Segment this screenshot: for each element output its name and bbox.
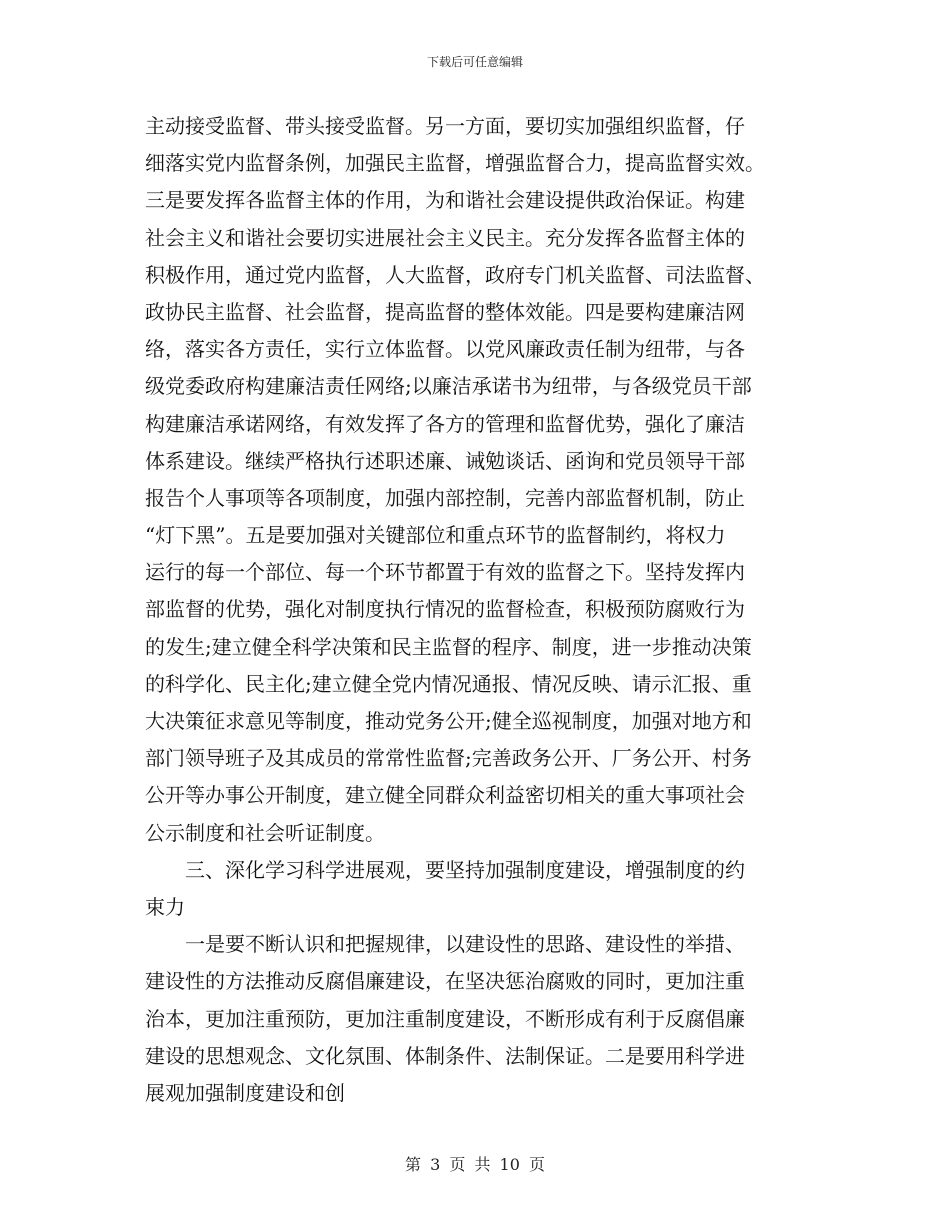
text-line: 细落实党内监督条例，加强民主监督，增强监督合力，提高监督实效。 [145,151,765,176]
text-line: 政协民主监督、社会监督，提高监督的整体效能。四是要构建廉洁网 [145,299,745,324]
text-line: 构建廉洁承诺网络，有效发挥了各方的管理和监督优势，强化了廉洁 [145,411,745,436]
section-heading-continuation: 束力 [145,894,185,919]
text-line: 公示制度和社会听证制度。 [145,820,385,845]
text-line: 报告个人事项等各项制度，加强内部控制，完善内部监督机制，防止 [145,485,745,510]
text-line: 三是要发挥各监督主体的作用，为和谐社会建设提供政治保证。构建 [145,188,745,213]
text-line: 运行的每一个部位、每一个环节都置于有效的监督之下。坚持发挥内 [145,560,745,585]
text-line: 的科学化、民主化;建立健全党内情况通报、情况反映、请示汇报、重 [145,671,752,696]
page-header: 下载后可任意编辑 [426,55,523,69]
paragraph-start-line: 一是要不断认识和把握规律，以建设性的思路、建设性的举措、 [185,932,745,957]
text-line: 主动接受监督、带头接受监督。另一方面，要切实加强组织监督，仔 [145,114,745,138]
text-line: 部监督的优势，强化对制度执行情况的监督检查，积极预防腐败行为 [145,597,745,622]
section-heading: 三、深化学习科学进展观，要坚持加强制度建设，增强制度的约 [185,857,745,882]
text-line: 大决策征求意见等制度，推动党务公开;健全巡视制度，加强对地方和 [145,709,752,733]
text-line: 部门领导班子及其成员的常常性监督;完善政务公开、厂务公开、村务 [145,746,752,771]
text-line: 建设的思想观念、文化氛围、体制条件、法制保证。二是要用科学进 [145,1043,745,1068]
document-body [145,108,805,1112]
text-line: 的发生;建立健全科学决策和民主监督的程序、制度，进一步推动决策 [145,634,752,659]
text-line: 级党委政府构建廉洁责任网络;以廉洁承诺书为纽带，与各级党员干部 [145,374,752,399]
text-line: 治本，更加注重预防，更加注重制度建设，不断形成有利于反腐倡廉 [145,1006,745,1031]
text-line: “灯下黑”。五是要加强对关键部位和重点环节的监督制约，将权力 [145,523,726,548]
text-line: 公开等办事公开制度，建立健全同群众利益密切相关的重大事项社会 [145,783,745,808]
text-line: 社会主义和谐社会要切实进展社会主义民主。充分发挥各监督主体的 [145,225,745,250]
text-line: 展观加强制度建设和创 [145,1080,345,1105]
text-line: 体系建设。继续严格执行述职述廉、诫勉谈话、函询和党员领导干部 [145,448,745,473]
page-number-footer: 第 3 页 共 10 页 [405,1155,545,1174]
text-line: 络，落实各方责任，实行立体监督。以党风廉政责任制为纽带，与各 [145,337,745,362]
text-line: 积极作用，通过党内监督，人大监督，政府专门机关监督、司法监督、 [145,262,765,287]
text-line: 建设性的方法推动反腐倡廉建设，在坚决惩治腐败的同时，更加注重 [145,969,745,994]
